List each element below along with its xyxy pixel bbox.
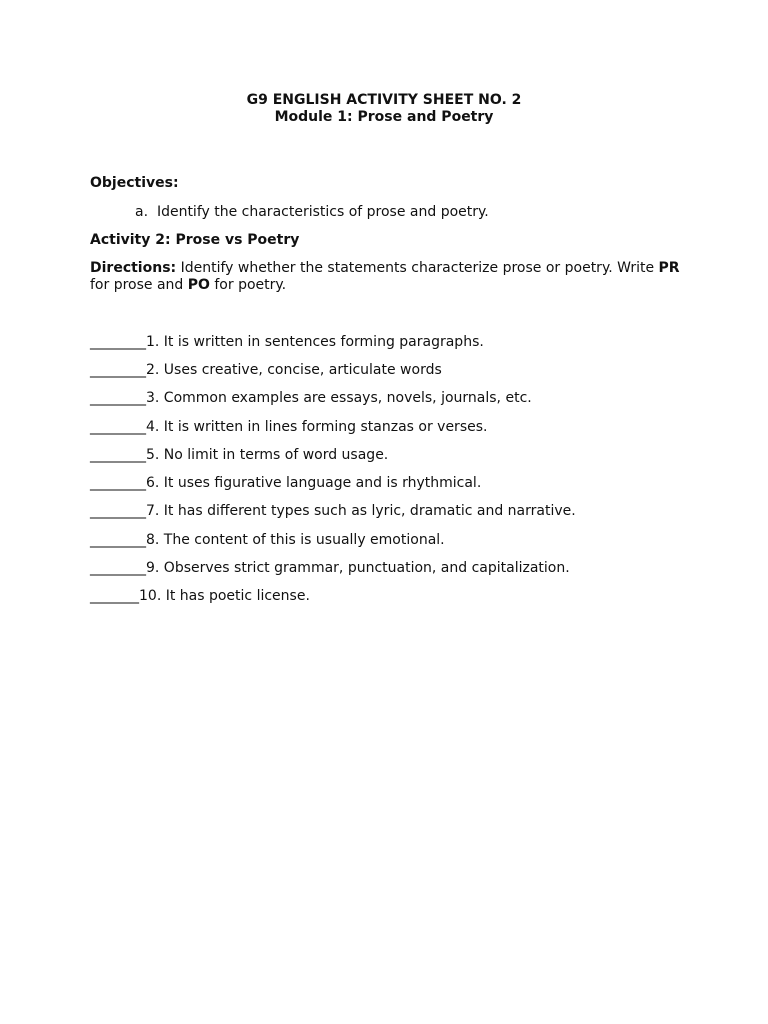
list-item <box>90 475 481 491</box>
objective-marker: a. <box>135 204 149 220</box>
answer-blank[interactable]: ________ <box>90 560 146 576</box>
item-text: 3. Common examples are essays, novels, journals, etc. <box>146 390 532 406</box>
directions-text: Identify whether the statements characterize prose or poetry. Write <box>176 260 659 276</box>
answer-blank[interactable]: ________ <box>90 390 146 406</box>
item-text: 7. It has different types such as lyric, dramatic and narrative. <box>146 503 576 519</box>
list-item <box>90 532 445 548</box>
item-text: 5. No limit in terms of word usage. <box>146 447 389 463</box>
answer-blank[interactable]: ________ <box>90 503 146 519</box>
answer-blank[interactable]: ________ <box>90 334 146 350</box>
sheet-title: G9 ENGLISH ACTIVITY SHEET NO. 2 <box>246 92 522 108</box>
item-text: 1. It is written in sentences forming paragraphs. <box>146 334 484 350</box>
directions-line-1 <box>90 260 680 276</box>
answer-blank[interactable]: ________ <box>90 419 146 435</box>
item-text: 10. It has poetic license. <box>139 588 310 604</box>
item-text: 6. It uses figurative language and is rhythmical. <box>146 475 482 491</box>
list-item <box>90 503 576 519</box>
activity-heading: Activity 2: Prose vs Poetry <box>90 232 300 248</box>
directions-text-poetry: for poetry. <box>209 277 287 293</box>
objective-text: Identify the characteristics of prose and poetry. <box>156 204 489 220</box>
list-item <box>90 390 532 406</box>
poetry-code: PO <box>187 277 210 293</box>
answer-blank[interactable]: _______ <box>90 588 139 604</box>
item-text: 9. Observes strict grammar, punctuation, and capitalization. <box>146 560 570 576</box>
list-item <box>90 447 388 463</box>
directions-line-2 <box>90 277 286 293</box>
module-title: Module 1: Prose and Poetry <box>274 109 494 125</box>
answer-blank[interactable]: ________ <box>90 475 146 491</box>
list-item <box>90 560 570 576</box>
item-text: 4. It is written in lines forming stanzas or verses. <box>146 419 488 435</box>
answer-blank[interactable]: ________ <box>90 532 146 548</box>
list-item <box>90 334 484 350</box>
directions-label: Directions: <box>90 260 177 276</box>
list-item <box>90 588 310 604</box>
objective-item <box>135 204 489 220</box>
objectives-heading: Objectives: <box>90 175 179 191</box>
answer-blank[interactable]: ________ <box>90 447 146 463</box>
list-item <box>90 362 442 378</box>
list-item <box>90 419 487 435</box>
answer-blank[interactable]: ________ <box>90 362 146 378</box>
directions-text-prose: for prose and <box>90 277 188 293</box>
item-text: 8. The content of this is usually emotional. <box>146 532 445 548</box>
prose-code: PR <box>658 260 680 276</box>
item-text: 2. Uses creative, concise, articulate words <box>146 362 442 378</box>
